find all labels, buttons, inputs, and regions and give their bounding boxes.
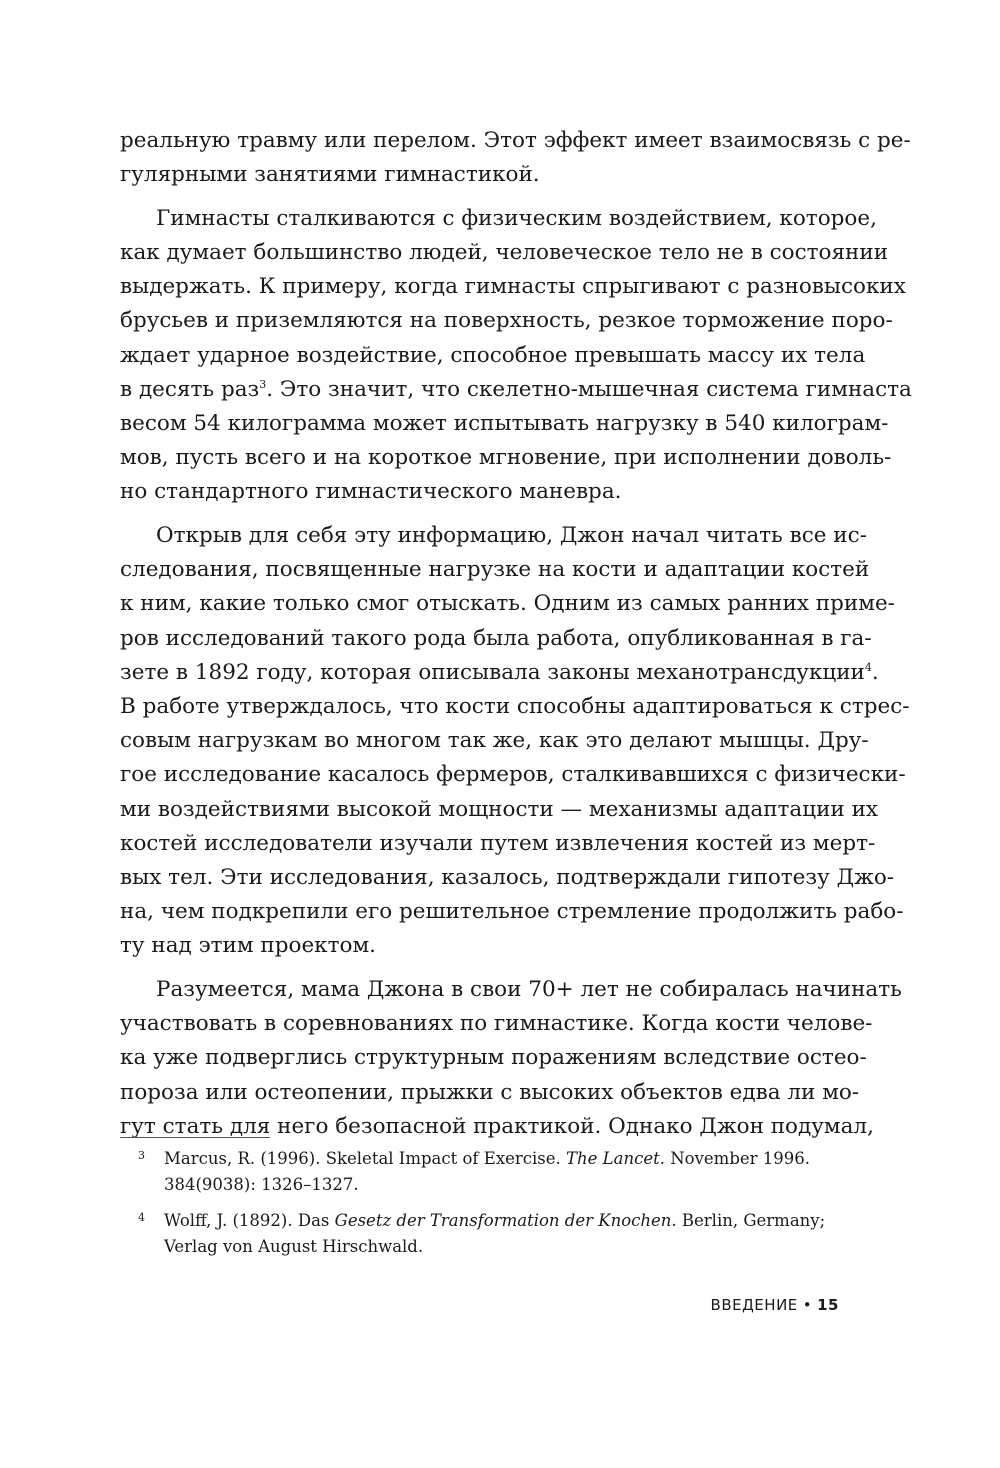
text-line: но стандартного гимнастического маневра. <box>120 479 622 505</box>
text-line: на, чем подкрепили его решительное стремление продолжить рабо- <box>120 899 904 925</box>
text-segment: . <box>871 659 879 685</box>
footnote-text: Wolff, J. (1892). Das <box>164 1211 335 1230</box>
text-line: выдержать. К примеру, когда гимнасты спрыгивают с разновысоких <box>120 274 906 300</box>
footnote-number: 4 <box>138 1211 145 1224</box>
text-line: гое исследование касалось фермеров, сталкивавшихся с физически- <box>120 762 906 788</box>
text-line: как думает большинство людей, человеческое тело не в состоянии <box>120 240 889 266</box>
footnote-4 <box>120 1208 839 1260</box>
paragraph-3 <box>120 519 910 963</box>
text-line: реальную травму или перелом. Этот эффект имеет взаимосвязь с ре- <box>120 128 911 153</box>
text-line: следования, посвященные нагрузке на кости и адаптации костей <box>120 557 870 583</box>
footnote-ref-4[interactable]: 4 <box>864 660 872 674</box>
footnote-number: 3 <box>138 1149 145 1162</box>
footnote-divider <box>120 1137 270 1138</box>
footnote-line: Verlag von August Hirschwald. <box>164 1237 424 1256</box>
body-text <box>120 124 912 1153</box>
text-line: ми воздействиями высокой мощности — механизмы адаптации их <box>120 796 879 822</box>
text-line: Разумеется, мама Джона в свои 70+ лет не собиралась начинать <box>156 977 902 1002</box>
text-line: вых тел. Эти исследования, казалось, подтверждали гипотезу Джо- <box>120 864 895 890</box>
text-line: участвовать в соревнованиях по гимнастике. Когда кости челове- <box>120 1011 873 1037</box>
text-line: Открыв для себя эту информацию, Джон начал читать все ис- <box>156 523 867 549</box>
text-line: костей исследователи изучали путем извлечения костей из мерт- <box>120 830 876 856</box>
bullet-separator: • <box>802 1296 813 1314</box>
running-footer <box>711 1296 839 1314</box>
text-line: брусьев и приземляются на поверхность, резкое торможение поро- <box>120 308 893 334</box>
page-number: 15 <box>817 1296 839 1314</box>
text-line-with-footnote <box>120 656 879 690</box>
section-title: ВВЕДЕНИЕ <box>710 1296 798 1314</box>
text-line: к ним, какие только смог отыскать. Одним из самых ранних приме- <box>120 591 895 617</box>
footnote-text: Marcus, R. (1996). Skeletal Impact of Exercise. <box>164 1149 567 1168</box>
footnote-line: 384(9038): 1326–1327. <box>164 1175 359 1194</box>
text-line: совым нагрузкам во многом так же, как это делают мышцы. Дру- <box>120 728 869 754</box>
footnote-ref-3[interactable]: 3 <box>259 377 267 391</box>
footnote-line <box>164 1146 839 1172</box>
text-line: мов, пусть всего и на короткое мгновение, при исполнении доволь- <box>120 445 892 471</box>
footnote-journal: The Lancet <box>566 1149 660 1168</box>
text-line: ка уже подверглись структурным поражениям вследствие остео- <box>120 1045 867 1071</box>
footnote-text: . November 1996. <box>659 1149 811 1168</box>
text-line: В работе утверждалось, что кости способны адаптироваться к стрес- <box>120 694 910 719</box>
paragraph-2 <box>120 202 912 510</box>
footnote-text: . Berlin, Germany; <box>671 1211 826 1230</box>
footnotes <box>120 1146 839 1270</box>
text-line: гут стать для него безопасной практикой. Однако Джон подумал, <box>120 1113 874 1139</box>
paragraph-1 <box>120 124 911 192</box>
text-segment: зете в 1892 году, которая описывала законы механотрансдукции <box>120 659 865 685</box>
text-line: ров исследований такого рода была работа, опубликованная в га- <box>120 625 872 651</box>
text-line: ждает ударное воздействие, способное превышать массу их тела <box>120 342 866 368</box>
text-line: пороза или остеопении, прыжки с высоких объектов едва ли мо- <box>120 1079 860 1105</box>
text-line-with-footnote <box>120 373 912 407</box>
paragraph-4 <box>120 973 902 1144</box>
text-segment: . Это значит, что скелетно-мышечная система гимнаста <box>266 376 912 402</box>
text-segment: в десять раз <box>120 376 260 402</box>
text-line: весом 54 килограмма может испытывать нагрузку в 540 килограм- <box>120 411 889 436</box>
footnote-line <box>164 1208 839 1234</box>
footnote-3 <box>120 1146 839 1198</box>
text-line: Гимнасты сталкиваются с физическим воздействием, которое, <box>156 205 877 231</box>
text-line: гулярными занятиями гимнастикой. <box>120 162 540 188</box>
footnote-title: Gesetz der Transformation der Knochen <box>334 1211 672 1230</box>
text-line: ту над этим проектом. <box>120 933 377 959</box>
